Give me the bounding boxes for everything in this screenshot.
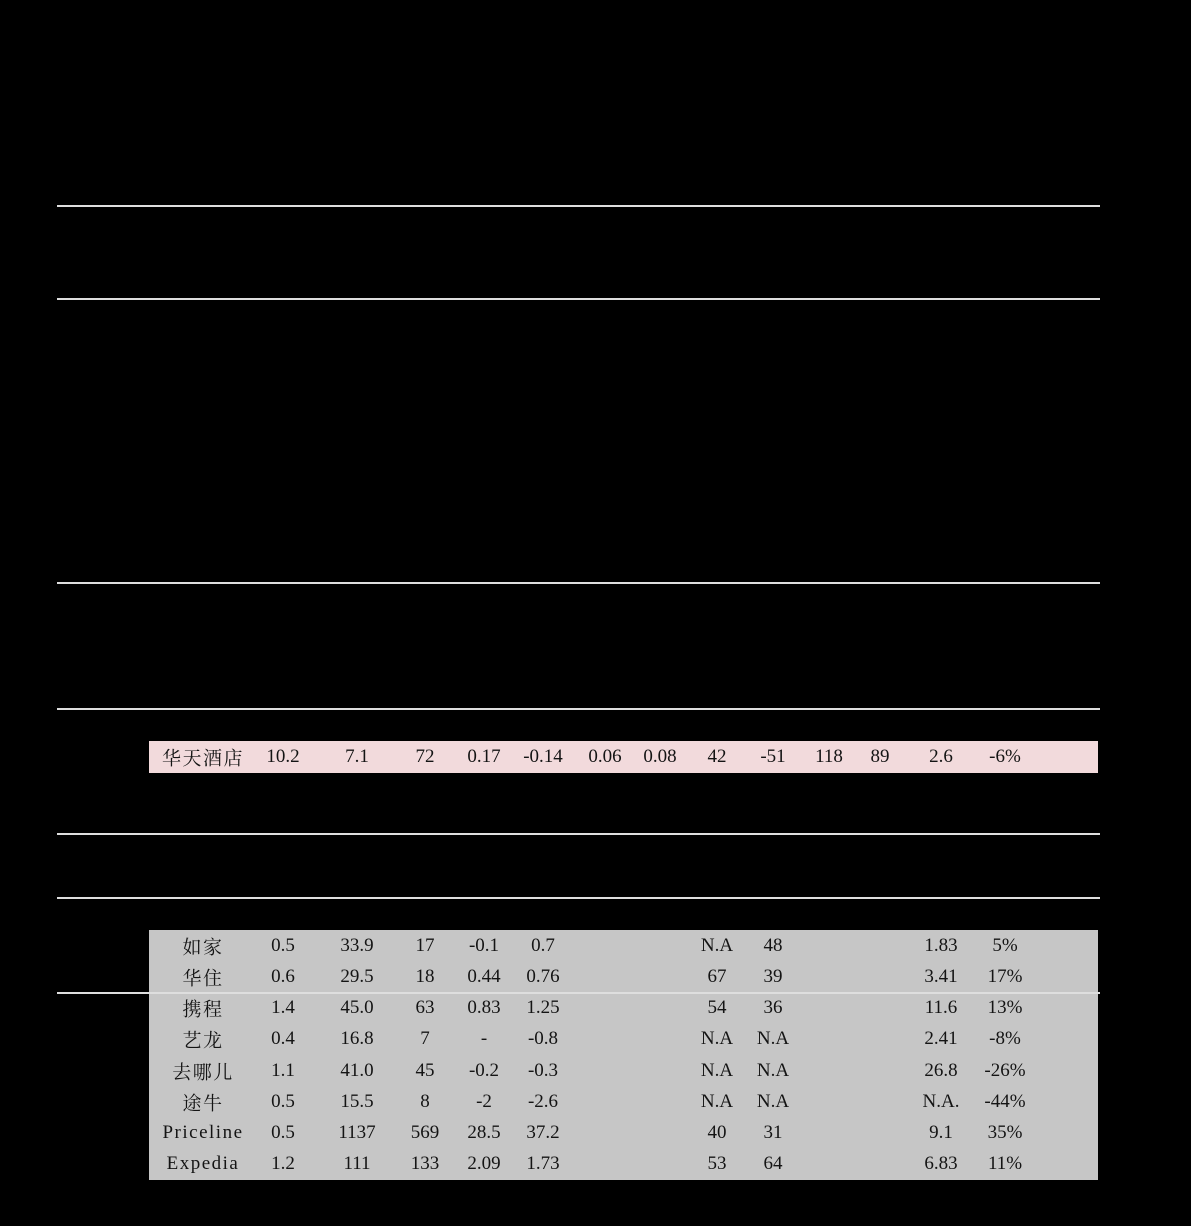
divider-line-2 <box>57 298 1100 300</box>
value-cell: 89 <box>870 746 890 767</box>
value-cell: 40 <box>707 1122 727 1144</box>
table-row <box>149 993 1098 1024</box>
value-cell: 0.5 <box>271 934 295 956</box>
value-cell: - <box>480 1028 488 1050</box>
value-cell: 13% <box>987 997 1023 1019</box>
value-cell: -0.2 <box>468 1059 500 1081</box>
value-cell: 111 <box>343 1153 371 1175</box>
value-cell: 1.25 <box>526 997 560 1019</box>
table-row <box>149 1149 1098 1180</box>
value-cell: N.A. <box>922 1090 960 1112</box>
value-cell: 11.6 <box>924 997 958 1019</box>
company-cell: 华天酒店 <box>161 748 245 770</box>
value-cell: N.A <box>700 934 734 956</box>
company-cell: 艺龙 <box>182 1030 224 1052</box>
value-cell: 45.0 <box>340 997 374 1019</box>
highlighted-table-row <box>149 741 1098 773</box>
value-cell: 35% <box>987 1122 1023 1144</box>
value-cell: 28.5 <box>467 1122 501 1144</box>
value-cell: -44% <box>984 1090 1026 1112</box>
value-cell: N.A <box>700 1090 734 1112</box>
value-cell: -51 <box>760 746 786 767</box>
company-cell: 去哪儿 <box>172 1062 234 1084</box>
value-cell: 15.5 <box>340 1090 374 1112</box>
value-cell: 1137 <box>338 1122 376 1144</box>
value-cell: 0.08 <box>643 746 677 767</box>
value-cell: 9.1 <box>929 1122 953 1144</box>
value-cell: 16.8 <box>340 1028 374 1050</box>
value-cell: 0.5 <box>271 1122 295 1144</box>
company-cell: 华住 <box>182 968 224 990</box>
value-cell: 53 <box>707 1153 727 1175</box>
value-cell: N.A <box>756 1059 790 1081</box>
value-cell: 2.09 <box>467 1153 501 1175</box>
company-cell: 途牛 <box>182 1093 224 1115</box>
value-cell: 133 <box>410 1153 440 1175</box>
value-cell: 5% <box>992 934 1018 956</box>
table-row <box>149 930 1098 961</box>
value-cell: 37.2 <box>526 1122 560 1144</box>
value-cell: 0.5 <box>271 1090 295 1112</box>
value-cell: 17% <box>987 965 1023 987</box>
value-cell: 41.0 <box>340 1059 374 1081</box>
table-row <box>149 1086 1098 1117</box>
value-cell: 118 <box>815 746 843 767</box>
table-row <box>149 1024 1098 1055</box>
value-cell: 0.6 <box>271 965 295 987</box>
value-cell: 6.83 <box>924 1153 958 1175</box>
divider-line-6 <box>57 897 1100 899</box>
value-cell: 0.76 <box>526 965 560 987</box>
value-cell: 42 <box>707 746 727 767</box>
table-row <box>149 1055 1098 1086</box>
value-cell: 1.73 <box>526 1153 560 1175</box>
value-cell: 33.9 <box>340 934 374 956</box>
value-cell: -0.8 <box>527 1028 559 1050</box>
value-cell: -0.14 <box>523 746 563 767</box>
value-cell: 0.06 <box>588 746 622 767</box>
value-cell: 2.6 <box>929 746 953 767</box>
value-cell: 1.1 <box>271 1059 295 1081</box>
value-cell: 7 <box>420 1028 430 1050</box>
value-cell: 26.8 <box>924 1059 958 1081</box>
value-cell: 0.7 <box>531 934 555 956</box>
value-cell: 18 <box>415 965 435 987</box>
value-cell: 72 <box>415 746 435 767</box>
value-cell: 1.2 <box>271 1153 295 1175</box>
value-cell: 0.44 <box>467 965 501 987</box>
value-cell: 29.5 <box>340 965 374 987</box>
divider-line-4 <box>57 708 1100 710</box>
value-cell: 0.83 <box>467 997 501 1019</box>
value-cell: 8 <box>420 1090 430 1112</box>
company-cell: Priceline <box>162 1122 244 1144</box>
value-cell: 36 <box>763 997 783 1019</box>
value-cell: N.A <box>700 1059 734 1081</box>
table-row <box>149 961 1098 992</box>
table-row <box>149 1118 1098 1149</box>
table-row <box>149 741 1098 773</box>
divider-line-7 <box>57 992 1100 994</box>
value-cell: -26% <box>984 1059 1026 1081</box>
value-cell: -2 <box>476 1090 492 1112</box>
value-cell: 0.17 <box>467 746 501 767</box>
value-cell: 63 <box>415 997 435 1019</box>
divider-line-5 <box>57 833 1100 835</box>
company-cell: Expedia <box>166 1153 240 1175</box>
value-cell: 1.83 <box>924 934 958 956</box>
value-cell: 569 <box>410 1122 440 1144</box>
divider-line-1 <box>57 205 1100 207</box>
value-cell: -0.1 <box>468 934 500 956</box>
value-cell: 10.2 <box>266 746 300 767</box>
value-cell: N.A <box>756 1090 790 1112</box>
value-cell: -6% <box>989 746 1021 767</box>
value-cell: 17 <box>415 934 435 956</box>
value-cell: 54 <box>707 997 727 1019</box>
value-cell: 45 <box>415 1059 435 1081</box>
value-cell: 31 <box>763 1122 783 1144</box>
comparison-table <box>149 930 1098 1180</box>
value-cell: N.A <box>756 1028 790 1050</box>
value-cell: 3.41 <box>924 965 958 987</box>
value-cell: N.A <box>700 1028 734 1050</box>
value-cell: -2.6 <box>527 1090 559 1112</box>
value-cell: 7.1 <box>345 746 369 767</box>
divider-line-3 <box>57 582 1100 584</box>
company-cell: 携程 <box>182 999 224 1021</box>
value-cell: 2.41 <box>924 1028 958 1050</box>
value-cell: 64 <box>763 1153 783 1175</box>
value-cell: 11% <box>987 1153 1023 1175</box>
value-cell: 0.4 <box>271 1028 295 1050</box>
value-cell: 67 <box>707 965 727 987</box>
value-cell: 39 <box>763 965 783 987</box>
value-cell: -0.3 <box>527 1059 559 1081</box>
value-cell: 1.4 <box>271 997 295 1019</box>
value-cell: -8% <box>989 1028 1021 1050</box>
company-cell: 如家 <box>182 937 224 959</box>
value-cell: 48 <box>763 934 783 956</box>
